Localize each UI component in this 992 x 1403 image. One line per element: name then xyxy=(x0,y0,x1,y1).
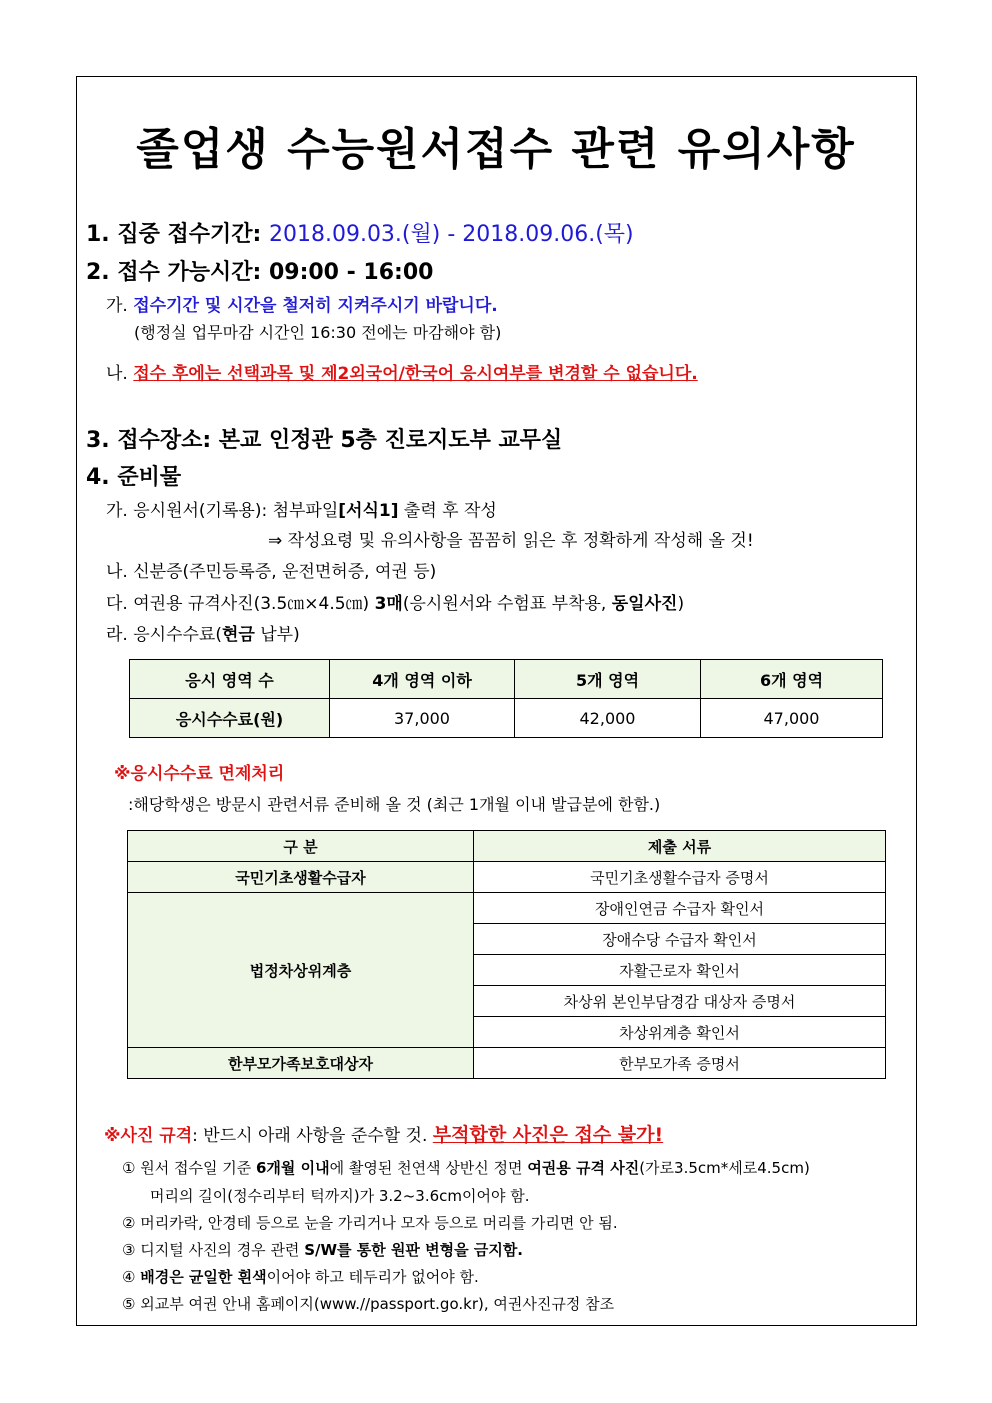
item-prefix: 나. xyxy=(106,364,128,384)
photo-rule-1-line2: 머리의 길이(정수리부터 턱까지)가 3.2~3.6cm이어야 함. xyxy=(150,1187,530,1205)
section-1 xyxy=(86,222,634,248)
category-cell: 국민기초생활수급자 xyxy=(128,862,474,893)
table-row xyxy=(128,1048,886,1079)
exemption-note: :해당학생은 방문시 관련서류 준비해 올 것 (최근 1개월 이내 발급분에 한함.) xyxy=(128,795,661,814)
table-row xyxy=(128,862,886,893)
section-4-note: ⇒ 작성요령 및 유의사항을 꼼꼼히 읽은 후 정확하게 작성해 올 것! xyxy=(268,531,754,551)
document-cell: 국민기초생활수급자 증명서 xyxy=(474,862,886,893)
fee-table xyxy=(129,659,883,738)
table-row xyxy=(130,699,883,738)
rule-text: ① 원서 접수일 기준 xyxy=(122,1159,256,1177)
rule-text: ④ xyxy=(122,1268,141,1286)
item-text: 라. 응시수수료( xyxy=(106,625,222,645)
cash: 현금 xyxy=(221,625,255,645)
document-cell: 자활근로자 확인서 xyxy=(474,955,886,986)
photo-rule-2: ② 머리카락, 안경테 등으로 눈을 가리거나 모자 등으로 머리를 가리면 안 됨. xyxy=(122,1214,618,1232)
item-prefix: 가. xyxy=(106,296,128,316)
exemption-table xyxy=(127,830,886,1079)
item-text: 접수기간 및 시간을 철저히 지켜주시기 바랍니다. xyxy=(133,296,498,316)
section-2-label: 2. 접수 가능시간: 09:00 - 16:00 xyxy=(86,260,434,285)
section-2-item-na xyxy=(106,364,698,384)
form-reference: [서식1] xyxy=(338,501,399,521)
section-4-label: 4. 준비물 xyxy=(86,465,182,490)
category-cell: 한부모가족보호대상자 xyxy=(128,1048,474,1079)
rule-text: ③ 디지털 사진의 경우 관련 xyxy=(122,1241,305,1259)
rule-text: 이어야 하고 테두리가 없어야 함. xyxy=(266,1268,479,1286)
document-cell: 장애수당 수급자 확인서 xyxy=(474,924,886,955)
section-1-value: 2018.09.03.(월) - 2018.09.06.(목) xyxy=(268,222,634,247)
document-cell: 장애인연금 수급자 확인서 xyxy=(474,893,886,924)
table-row xyxy=(128,893,886,924)
item-text: ) xyxy=(677,594,685,614)
section-3-label: 3. 접수장소: 본교 인정관 5층 진로지도부 교무실 xyxy=(86,428,563,453)
item-text: 출력 후 작성 xyxy=(398,501,497,521)
table-cell: 37,000 xyxy=(330,699,515,738)
photo-warning: 부적합한 사진은 접수 불가! xyxy=(432,1124,664,1146)
rule-bold: S/W를 통한 원판 변형을 금지함. xyxy=(304,1241,524,1259)
rule-text: 에 촬영된 천연색 상반신 정면 xyxy=(329,1159,528,1177)
document-cell: 차상위계층 확인서 xyxy=(474,1017,886,1048)
section-2-note: (행정실 업무마감 시간인 16:30 전에는 마감해야 함) xyxy=(134,323,502,342)
exemption-title: ※응시수수료 면제처리 xyxy=(114,764,285,784)
document-cell: 차상위 본인부담경감 대상자 증명서 xyxy=(474,986,886,1017)
item-text: 납부) xyxy=(254,625,300,645)
item-text: 다. 여권용 규격사진(3.5㎝×4.5㎝) xyxy=(106,594,375,614)
section-4-item-na: 나. 신분증(주민등록증, 운전면허증, 여권 등) xyxy=(106,562,437,582)
item-text: (응시원서와 수험표 부착용, xyxy=(402,594,612,614)
table-row xyxy=(130,660,883,699)
item-text: 접수 후에는 선택과목 및 제2외국어/한국어 응시여부를 변경할 수 없습니다. xyxy=(133,364,698,384)
table-header: 구 분 xyxy=(128,831,474,862)
rule-bold: 여권용 규격 사진 xyxy=(527,1159,640,1177)
table-header: 제출 서류 xyxy=(474,831,886,862)
table-header: 응시 영역 수 xyxy=(130,660,330,699)
section-2-item-ga xyxy=(106,296,498,316)
same-photo: 동일사진 xyxy=(611,594,678,614)
photo-rule-1 xyxy=(122,1159,810,1177)
rule-bold: 배경은 균일한 흰색 xyxy=(140,1268,267,1286)
table-row xyxy=(128,831,886,862)
page-title: 졸업생 수능원서접수 관련 유의사항 xyxy=(136,124,856,175)
photo-title-text: : 반드시 아래 사항을 준수할 것. xyxy=(192,1126,433,1146)
table-header: 5개 영역 xyxy=(515,660,701,699)
item-text: 가. 응시원서(기록용): 첨부파일 xyxy=(106,501,339,521)
section-4-item-ga xyxy=(106,501,497,521)
photo-count: 3매 xyxy=(374,594,403,614)
section-1-label: 1. 집중 접수기간: xyxy=(86,222,262,247)
photo-rule-5: ⑤ 외교부 여권 안내 홈페이지(www.//passport.go.kr), 여권사진규정 참조 xyxy=(122,1295,615,1313)
document-cell: 한부모가족 증명서 xyxy=(474,1048,886,1079)
photo-rule-4 xyxy=(122,1268,479,1286)
table-header: 6개 영역 xyxy=(701,660,883,699)
category-cell: 법정차상위계층 xyxy=(128,893,474,1048)
rule-text: (가로3.5cm*세로4.5cm) xyxy=(639,1159,810,1177)
photo-rule-3 xyxy=(122,1241,523,1259)
table-row-label: 응시수수료(원) xyxy=(130,699,330,738)
rule-bold: 6개월 이내 xyxy=(255,1159,330,1177)
table-cell: 47,000 xyxy=(701,699,883,738)
photo-title xyxy=(104,1124,663,1147)
photo-title-label: ※사진 규격 xyxy=(104,1126,193,1146)
section-4-item-ra xyxy=(106,625,300,645)
section-4-item-da xyxy=(106,594,684,614)
table-header: 4개 영역 이하 xyxy=(330,660,515,699)
table-cell: 42,000 xyxy=(515,699,701,738)
